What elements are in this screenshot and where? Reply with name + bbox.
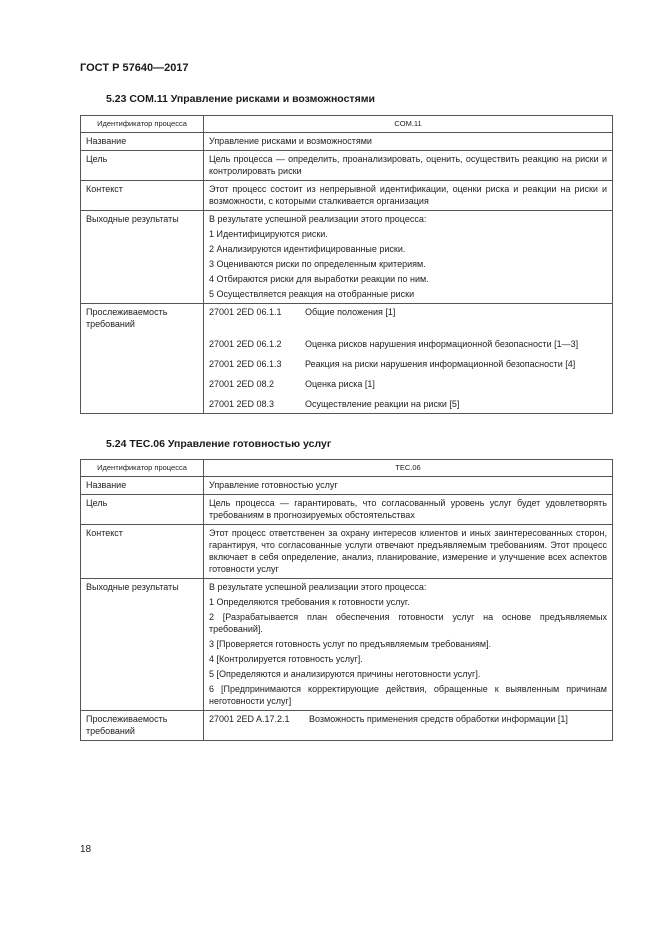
- outputs-label: Выходные результаты: [81, 211, 204, 304]
- id-value: COM.11: [204, 116, 613, 133]
- section-title-tec06: 5.24 TEC.06 Управление готовностью услуг: [106, 438, 332, 450]
- goal-value: Цель процесса — гарантировать, что согласованный уровень услуг будет удовлетворять требованиям в прогнозируемых обстоятельствах: [204, 495, 613, 525]
- process-table-com11: [80, 115, 613, 414]
- table-row: [81, 181, 613, 211]
- table-row: [81, 711, 613, 741]
- outputs-list: [204, 579, 613, 711]
- trace-item: [209, 306, 607, 318]
- table-row: [81, 133, 613, 151]
- table-row: [81, 477, 613, 495]
- trace-desc: Оценка рисков нарушения информационной безопасности [1—3]: [305, 339, 579, 349]
- table-row: [81, 525, 613, 579]
- document-header: ГОСТ Р 57640—2017: [80, 62, 189, 74]
- trace-desc: Возможность применения средств обработки информации [1]: [309, 714, 568, 724]
- trace-item: [209, 378, 607, 390]
- list-item: 2 [Разрабатывается план обеспечения готовности услуг на основе предъявляемых требований].: [209, 612, 607, 634]
- trace-item: [209, 358, 607, 370]
- table-row: [81, 304, 613, 414]
- section-title-com11: 5.23 COM.11 Управление рисками и возможностями: [106, 93, 375, 105]
- context-label: Контекст: [81, 181, 204, 211]
- outputs-list: [204, 211, 613, 304]
- trace-code: 27001 2ED 08.2: [209, 379, 275, 389]
- table-row: [81, 460, 613, 477]
- table-row: [81, 495, 613, 525]
- id-value: TEC.06: [204, 460, 613, 477]
- list-item: В результате успешной реализации этого процесса:: [209, 214, 427, 224]
- list-item: 2 Анализируются идентифицированные риски.: [209, 244, 406, 254]
- trace-list: [204, 711, 613, 741]
- list-item: 4 Отбираются риски для выработки реакции по ним.: [209, 274, 429, 284]
- process-table-tec06: [80, 459, 613, 741]
- trace-desc: Общие положения [1]: [305, 307, 396, 317]
- list-item: 4 [Контролируется готовность услуг].: [209, 654, 363, 664]
- trace-item: [209, 398, 607, 410]
- trace-item: [209, 338, 607, 350]
- goal-value: Цель процесса — определить, проанализировать, оценить, осуществить реакцию на риски и контролировать риски: [204, 151, 613, 181]
- list-item: 6 [Предпринимаются корректирующие действия, обращенные к выявленным причинам неготовности услуг]: [209, 684, 607, 706]
- goal-label: Цель: [81, 495, 204, 525]
- list-item: 5 [Определяются и анализируются причины неготовности услуг].: [209, 669, 481, 679]
- list-item: 3 Оцениваются риски по определенным критериям.: [209, 259, 426, 269]
- trace-label: Прослеживаемость требований: [81, 304, 204, 414]
- list-item: В результате успешной реализации этого процесса:: [209, 582, 427, 592]
- list-item: 5 Осуществляется реакция на отобранные риски: [209, 289, 415, 299]
- context-value: Этот процесс ответственен за охрану интересов клиентов и иных заинтересованных сторон, гарантируя, что согласованные услуги отвечают предъявляемым требованиям. Этот процесс включает в себя определение, анализ, планирование, измерение и улучшение всех аспектов готовности услуг: [204, 525, 613, 579]
- page-number: 18: [80, 844, 92, 855]
- id-label: Идентификатор процесса: [81, 460, 204, 477]
- context-label: Контекст: [81, 525, 204, 579]
- trace-desc: Реакция на риски нарушения информационной безопасности [4]: [305, 359, 576, 369]
- table-row: [81, 579, 613, 711]
- table-row: [81, 151, 613, 181]
- list-item: 1 Идентифицируются риски.: [209, 229, 328, 239]
- trace-label: Прослеживаемость требований: [81, 711, 204, 741]
- outputs-label: Выходные результаты: [81, 579, 204, 711]
- trace-code: 27001 2ED A.17.2.1: [209, 714, 290, 724]
- name-value: Управление рисками и возможностями: [204, 133, 613, 151]
- trace-code: 27001 2ED 06.1.3: [209, 359, 282, 369]
- context-value: Этот процесс состоит из непрерывной идентификации, оценки риска и реакции на риски и возможности, с которыми сталкивается организация: [204, 181, 613, 211]
- trace-code: 27001 2ED 08.3: [209, 399, 275, 409]
- table-row: [81, 211, 613, 304]
- list-item: 1 Определяются требования к готовности услуг.: [209, 597, 410, 607]
- list-item: 3 [Проверяется готовность услуг по предъявляемым требованиям].: [209, 639, 492, 649]
- trace-item: [209, 713, 607, 725]
- name-label: Название: [81, 477, 204, 495]
- trace-code: 27001 2ED 06.1.2: [209, 339, 282, 349]
- trace-code: 27001 2ED 06.1.1: [209, 307, 282, 317]
- trace-desc: Осуществление реакции на риски [5]: [305, 399, 460, 409]
- goal-label: Цель: [81, 151, 204, 181]
- table-row: [81, 116, 613, 133]
- id-label: Идентификатор процесса: [81, 116, 204, 133]
- trace-desc: Оценка риска [1]: [305, 379, 375, 389]
- name-label: Название: [81, 133, 204, 151]
- trace-list: [204, 304, 613, 414]
- name-value: Управление готовностью услуг: [204, 477, 613, 495]
